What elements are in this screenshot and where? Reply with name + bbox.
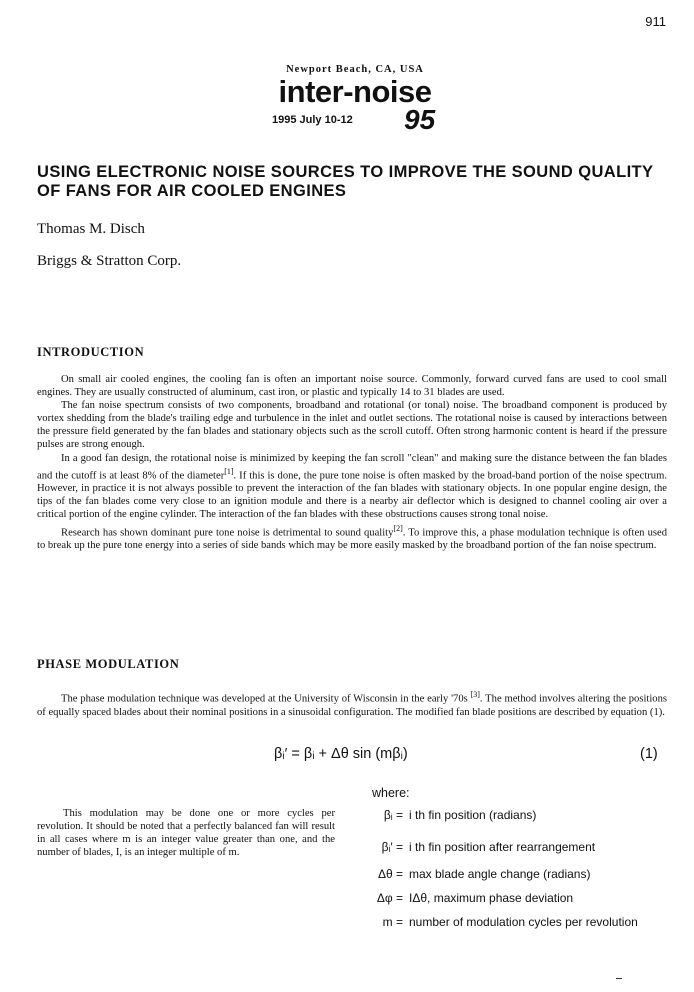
definition-symbol: βᵢ′ = bbox=[381, 840, 403, 854]
definition-text: IΔθ, maximum phase deviation bbox=[409, 891, 574, 905]
definition-row bbox=[355, 840, 595, 854]
conference-logo: inter-noise bbox=[278, 74, 432, 109]
intro-paragraph-4 bbox=[37, 522, 667, 553]
definition-text: max blade angle change (radians) bbox=[409, 867, 591, 881]
phase-paragraph-1 bbox=[37, 688, 667, 719]
modulation-note bbox=[37, 807, 335, 859]
phase-modulation-body bbox=[37, 688, 667, 719]
definition-row bbox=[355, 867, 590, 881]
intro-p4-text-a: Research has shown dominant pure tone noise is detrimental to sound quality bbox=[61, 527, 394, 539]
section-heading-introduction: INTRODUCTION bbox=[37, 345, 145, 359]
equation-number: (1) bbox=[640, 746, 658, 762]
definition-symbol: m = bbox=[382, 915, 403, 929]
definition-symbol: Δθ = bbox=[377, 867, 403, 881]
page-mark bbox=[616, 978, 622, 979]
definition-text: number of modulation cycles per revolution bbox=[409, 915, 638, 929]
conference-location: Newport Beach, CA, USA bbox=[286, 64, 424, 75]
introduction-body bbox=[37, 373, 667, 552]
definition-row bbox=[355, 915, 638, 929]
modulation-note-text: This modulation may be done one or more cycles per revolution. It should be noted that a perfectly balanced fan will result in all cases where m is an integer value greater than one, and the number of blades, I, is an integer multiple of m. bbox=[37, 808, 335, 859]
definition-text: i th fin position (radians) bbox=[409, 808, 537, 822]
intro-p3-text-a: In a good fan design, the rotational noise is minimized by keeping the fan scroll "clean" and making sure the distance between the fan blades and the cutoff is at least 8% of the diameter bbox=[37, 452, 667, 482]
intro-p3-text-b: . If this is done, the pure tone noise is often masked by the broad-band portion of the noise spectrum. However, in practice it is not always possible to prevent the interaction of the fan blades with stationary objects. In one popular engine design, the tips of the fan blades come very close to an ignition module and there is a nearby air deflector which is designed to channel cooling air over a critical portion of the engine cylinder. The interaction of the fan blades with these obstructions causes strong tonal noise. bbox=[37, 470, 667, 521]
conference-dates: 1995 July 10-12 bbox=[272, 114, 353, 126]
intro-paragraph-3 bbox=[37, 452, 667, 522]
conference-year-badge: 95 bbox=[404, 104, 436, 135]
definition-row bbox=[355, 891, 573, 905]
citation-ref-2: [2] bbox=[393, 523, 403, 533]
definition-symbol: βᵢ = bbox=[383, 808, 403, 822]
definition-text: i th fin position after rearrangement bbox=[409, 840, 596, 854]
page-number: 911 bbox=[645, 14, 666, 29]
author-affiliation: Briggs & Stratton Corp. bbox=[37, 253, 182, 269]
citation-ref-3: [3] bbox=[470, 690, 480, 699]
intro-paragraph-2: The fan noise spectrum consists of two components, broadband and rotational (or tonal) noise. The broadband component is produced by vortex shedding from the blade's trailing edge and turbulence in the inlet and outlet sections. The rotational noise is caused by interactions between the pressure field generated by the fan blades and stationary objects such as the scroll cutoff. Often strong harmonic content is heard if the pressure pulses are strong enough. bbox=[37, 400, 667, 451]
intro-paragraph-1: On small air cooled engines, the cooling fan is often an important noise source. Commonly, forward curved fans are used to cool small engines. They are usually constructed of aluminum, cast iron, or plastic and typically 14 to 31 blades are used. bbox=[37, 374, 667, 399]
author-name: Thomas M. Disch bbox=[37, 221, 145, 237]
paper-title: USING ELECTRONIC NOISE SOURCES TO IMPROVE THE SOUND QUALITY OF FANS FOR AIR COOLED ENGINES bbox=[37, 163, 654, 200]
section-heading-phase-modulation: PHASE MODULATION bbox=[37, 657, 180, 671]
definition-symbol: Δφ = bbox=[376, 891, 403, 905]
intro-p4-text-b: . To improve this, a phase modulation technique is often used to break up the pure tone energy into a series of side bands which may be more easily masked by the broadband portion of the fan noise spectrum. bbox=[37, 527, 667, 552]
where-label: where: bbox=[372, 786, 410, 800]
equation-expression: βᵢ′ = βᵢ + Δθ sin (mβᵢ) bbox=[274, 746, 408, 762]
citation-ref-1: [1] bbox=[224, 466, 234, 476]
phase-p1-text-b: . The method involves altering the positions of equally spaced blades about their nominal positions in a sinusoidal configuration. The modified fan blade positions are described by equation (1). bbox=[37, 693, 667, 718]
phase-p1-text-a: The phase modulation technique was developed at the University of Wisconsin in the early '70s bbox=[61, 693, 468, 705]
definition-row bbox=[355, 808, 536, 822]
